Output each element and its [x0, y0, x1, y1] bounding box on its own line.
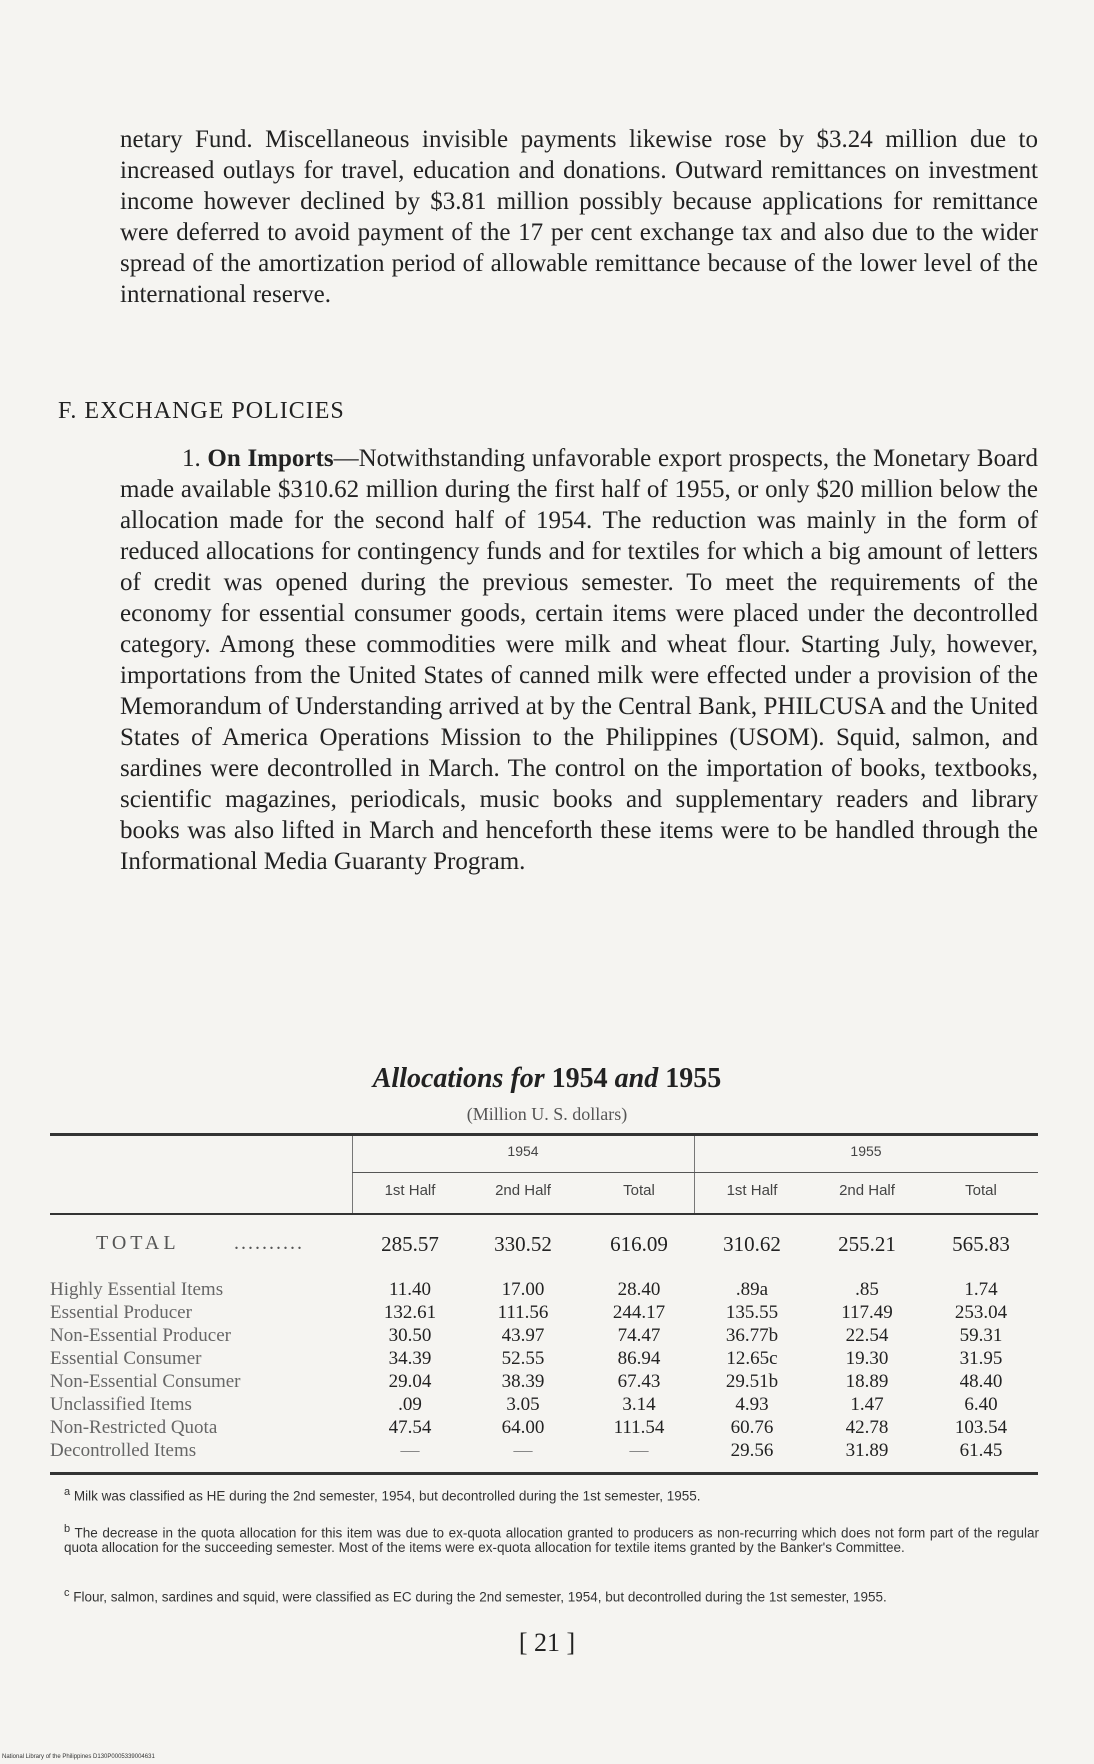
table-row: Non-Essential Producer 30.50 43.97 74.47 36.77b 22.54 59.31: [50, 1325, 1003, 1346]
paragraph-invisible-payments: netary Fund. Miscellaneous invisible payments likewise rose by $3.24 million due to increased outlays for travel, education and donations. Outward remittances on investment income however declined by $3.81 million possibly because applications for remittance were deferred to avoid payment of the 17 per cent exchange tax and also due to the wider spread of the amortization period of allowable remittance because of the lower level of the international reserve.: [120, 126, 1038, 308]
paragraph-number: 1.: [182, 445, 208, 472]
table-bottom-rule: [50, 1472, 1038, 1475]
section-heading: F. EXCHANGE POLICIES: [58, 398, 345, 424]
page-number: [ 21 ]: [518, 1628, 576, 1657]
column-header: 1st Half: [384, 1182, 436, 1199]
paragraph-text: —Notwithstanding unfavorable export prospects, the Monetary Board made available $310.62 million during the first half of 1955, or only $20 million below the allocation made for the second half of 1954. The reduction was mainly in the form of reduced allocations for contingency funds and for textiles for which a big amount of letters of credit was opened during the previous semester. To meet the requirements of the economy for essential consumer goods, certain items were placed under the decontrolled category. Among these commodities were milk and wheat flour. Starting July, however, importations from the United States of canned milk were effected under a provision of the Memorandum of Understanding arrived at by the Central Bank, PHILCUSA and the United States of America Operations Mission to the Philippines (USOM). Squid, salmon, and sardines were decontrolled in March. The control on the importation of books, textbooks, scientific magazines, periodicals, music books and supplementary readers and library books was also lifted in March and henceforth these items were to be handled through the Informational Media Guaranty Program.: [120, 445, 1038, 875]
header-bottom-rule: [50, 1213, 1038, 1215]
table-row: Non-Restricted Quota 47.54 64.00 111.54 60.76 42.78 103.54: [50, 1417, 1008, 1438]
column-header: 1st Half: [726, 1182, 778, 1199]
year-header-1955: 1955: [850, 1143, 882, 1159]
column-header: Total: [965, 1182, 997, 1199]
column-header: 2nd Half: [839, 1182, 895, 1199]
footnote-a: $^a$ Milk was classified as HE during the 2nd semester, 1954, but decontrolled during the 1st semester, 1955.: [64, 1486, 701, 1504]
column-header: 2nd Half: [495, 1182, 551, 1199]
year-header-1954: 1954: [507, 1143, 539, 1159]
table-row: Essential Consumer 34.39 52.55 86.94 12.65c 19.30 31.95: [50, 1348, 1003, 1369]
paragraph-on-imports: [120, 443, 1038, 877]
paragraph-lead-bold: On Imports: [207, 445, 334, 472]
table-row: Essential Producer 132.61 111.56 244.17 135.55 117.49 253.04: [50, 1302, 1008, 1323]
table-title: Allocations for 1954 and 1955: [372, 1063, 722, 1094]
table-subtitle: (Million U. S. dollars): [466, 1104, 628, 1124]
footnote-b: $^b$ The decrease in the quota allocation for this item was due to ex-quota allocation granted to producers as non-recurring which does not form part of the regular quota allocation for the succeeding semester. Most of the items were ex-quota allocation for textile items granted by the Banker's Committee.: [64, 1523, 1039, 1555]
scan-credit: National Library of the Philippines D130P0005339004631: [2, 1754, 155, 1760]
column-header: Total: [623, 1182, 655, 1199]
table-row: Decontrolled Items — — — 29.56 31.89 61.45: [50, 1440, 1003, 1461]
table-top-rule: [50, 1133, 1038, 1136]
table-row: Highly Essential Items 11.40 17.00 28.40 .89a .85 1.74: [50, 1279, 998, 1300]
footnote-c: $^c$ Flour, salmon, sardines and squid, were classified as EC during the 2nd semester, 1954, but decontrolled during the 1st semester, 1955.: [64, 1587, 887, 1605]
table-row: Non-Essential Consumer 29.04 38.39 67.43 29.51b 18.89 48.40: [50, 1371, 1003, 1392]
year-underline: [352, 1172, 1038, 1173]
table-row-total: TOTAL .......... 285.57 330.52 616.09 310.62 255.21 565.83: [96, 1232, 1010, 1256]
table-row: Unclassified Items .09 3.05 3.14 4.93 1.47 6.40: [50, 1394, 998, 1415]
